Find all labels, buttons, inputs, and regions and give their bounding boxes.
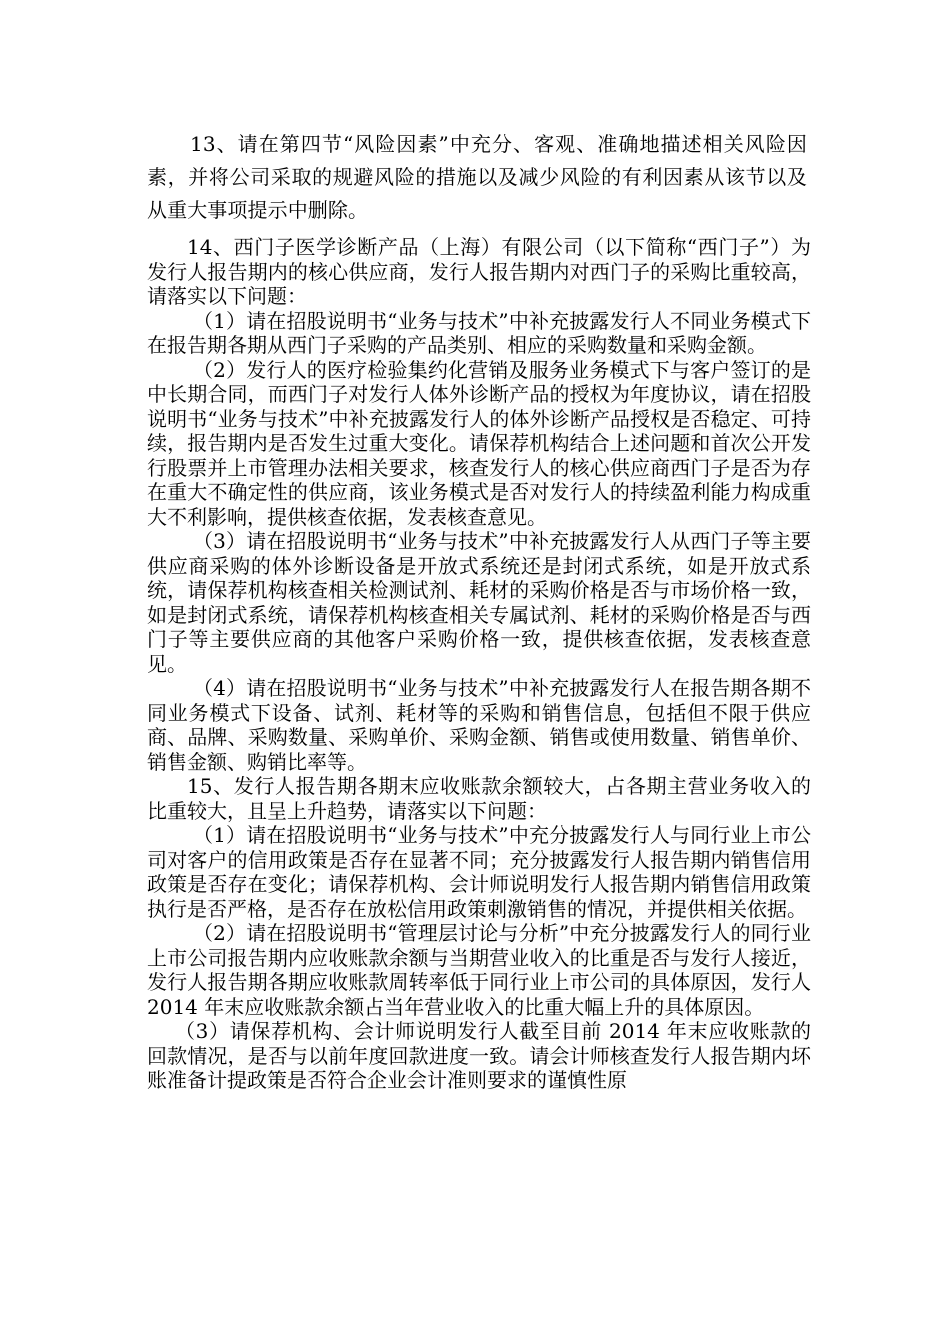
paragraph-item-14-2: （2）发行人的医疗检验集约化营销及服务业务模式下与客户签订的是中长期合同，而西门子对发行人体外诊断产品的授权为年度协议，请在招股说明书“业务与技术”中补充披露发行人的体外诊断产品授权是否稳定、可持续，报告期内是否发生过重大变化。请保荐机构结合上述问题和首次公开发行股票并上市管理办法相关要求，核查发行人的核心供应商西门子是否为存在重大不确定性的供应商，该业务模式是否对发行人的持续盈利能力构成重大不利影响，提供核查依据，发表核查意见。 <box>147 357 811 529</box>
paragraph-item-14-1: （1）请在招股说明书“业务与技术”中补充披露发行人不同业务模式下在报告期各期从西门子采购的产品类别、相应的采购数量和采购金额。 <box>147 308 811 357</box>
paragraph-item-13: 13、请在第四节“风险因素”中充分、客观、准确地描述相关风险因素，并将公司采取的规避风险的措施以及减少风险的有利因素从该节以及从重大事项提示中删除。 <box>147 132 807 222</box>
paragraph-item-14-3: （3）请在招股说明书“业务与技术”中补充披露发行人从西门子等主要供应商采购的体外诊断设备是开放式系统还是封闭式系统，如是开放式系统，请保荐机构核查相关检测试剂、耗材的采购价格是否与市场价格一致，如是封闭式系统，请保荐机构核查相关专属试剂、耗材的采购价格是否与西门子等主要供应商的其他客户采购价格一致，提供核查依据，发表核查意见。 <box>147 529 811 676</box>
paragraph-item-14-4: （4）请在招股说明书“业务与技术”中补充披露发行人在报告期各期不同业务模式下设备、试剂、耗材等的采购和销售信息，包括但不限于供应商、品牌、采购数量、采购单价、采购金额、销售或使用数量、销售单价、销售金额、购销比率等。 <box>147 676 811 774</box>
document-body <box>147 235 811 1093</box>
paragraph-item-15-1: （1）请在招股说明书“业务与技术”中充分披露发行人与同行业上市公司对客户的信用政策是否存在显著不同；充分披露发行人报告期内销售信用政策是否存在变化；请保荐机构、会计师说明发行人报告期内销售信用政策执行是否严格，是否存在放松信用政策刺激销售的情况，并提供相关依据。 <box>147 823 811 921</box>
paragraph-item-14: 14、西门子医学诊断产品（上海）有限公司（以下简称“西门子”）为发行人报告期内的核心供应商，发行人报告期内对西门子的采购比重较高，请落实以下问题： <box>147 235 811 308</box>
paragraph-item-15-2: （2）请在招股说明书“管理层讨论与分析”中充分披露发行人的同行业上市公司报告期内应收账款余额与当期营业收入的比重是否与发行人接近，发行人报告期各期应收账款周转率低于同行业上市公司的具体原因，发行人 2014 年末应收账款余额占当年营业收入的比重大幅上升的具体原因。 <box>147 921 811 1019</box>
paragraph-item-15: 15、发行人报告期各期末应收账款余额较大，占各期主营业务收入的比重较大，且呈上升趋势，请落实以下问题： <box>147 774 811 823</box>
paragraph-item-15-3: （3）请保荐机构、会计师说明发行人截至目前 2014 年末应收账款的回款情况，是否与以前年度回款进度一致。请会计师核查发行人报告期内坏账准备计提政策是否符合企业会计准则要求的谨慎性原 <box>147 1019 811 1092</box>
